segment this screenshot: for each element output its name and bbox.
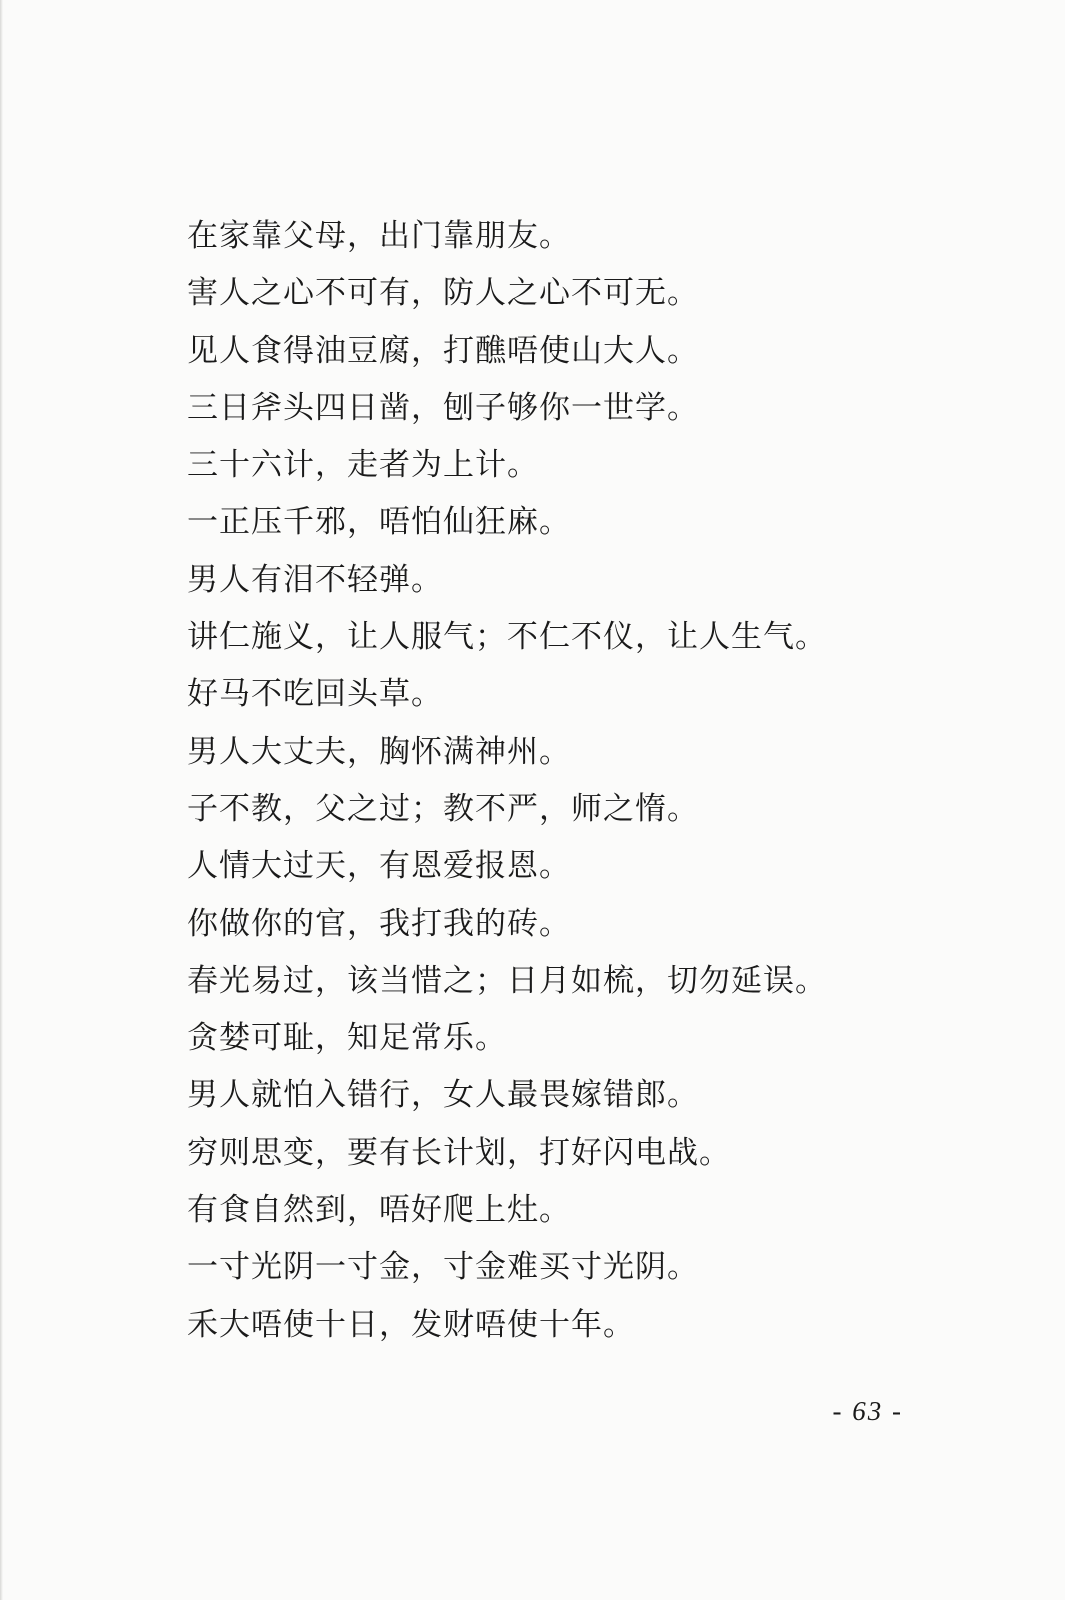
proverb-line: 好马不吃回头草。	[187, 676, 443, 713]
proverb-line: 讲仁施义，让人服气；不仁不仪，让人生气。	[187, 619, 827, 656]
page-number: - 63 -	[832, 1396, 903, 1426]
proverb-line: 贪婪可耻，知足常乐。	[187, 1020, 507, 1057]
proverb-line: 男人有泪不轻弹。	[187, 561, 443, 598]
proverb-line: 男人就怕入错行，女人最畏嫁错郎。	[187, 1077, 699, 1114]
proverb-line: 你做你的官，我打我的砖。	[187, 905, 571, 942]
proverb-list	[187, 208, 947, 1354]
proverb-line: 害人之心不可有，防人之心不可无。	[187, 275, 699, 312]
proverb-line: 在家靠父母，出门靠朋友。	[187, 218, 571, 254]
proverb-line: 一寸光阴一寸金，寸金难买寸光阴。	[187, 1249, 699, 1286]
proverb-line: 穷则思变，要有长计划，打好闪电战。	[187, 1134, 731, 1171]
proverb-line: 子不教，父之过；教不严，师之惰。	[187, 790, 699, 827]
proverb-line: 一正压千邪，唔怕仙狂麻。	[187, 504, 571, 541]
proverb-line: 春光易过，该当惜之；日月如梳，切勿延误。	[187, 962, 827, 999]
proverb-line: 有食自然到，唔好爬上灶。	[187, 1192, 571, 1229]
proverb-line: 见人食得油豆腐，打醮唔使山大人。	[187, 332, 699, 369]
proverb-line: 人情大过天，有恩爱报恩。	[187, 848, 571, 885]
proverb-line: 三十六计，走者为上计。	[187, 447, 539, 484]
proverb-line: 三日斧头四日凿，刨子够你一世学。	[187, 389, 699, 426]
proverb-line: 男人大丈夫，胸怀满神州。	[187, 733, 571, 770]
page-binding-edge	[0, 0, 3, 1600]
proverb-line: 禾大唔使十日，发财唔使十年。	[187, 1306, 635, 1343]
